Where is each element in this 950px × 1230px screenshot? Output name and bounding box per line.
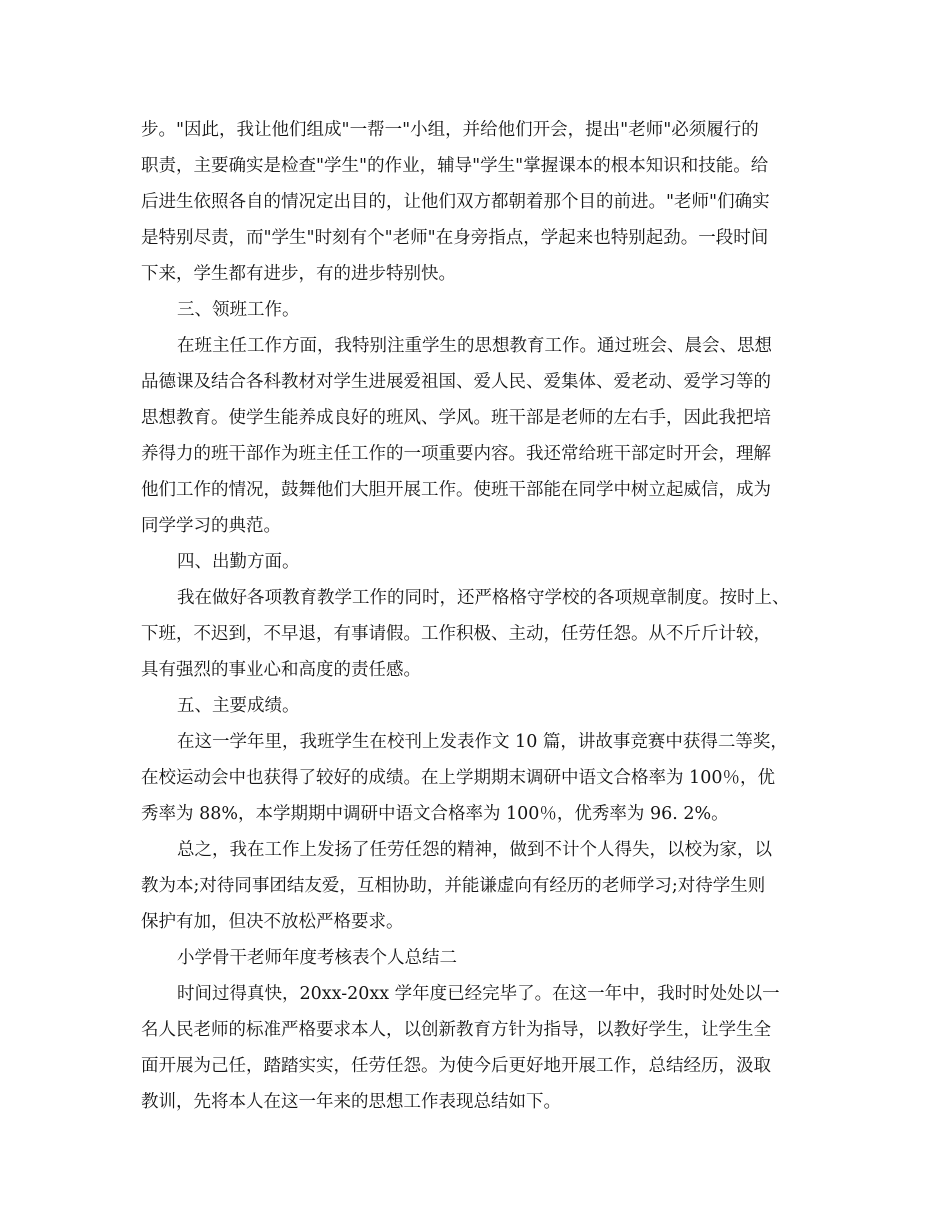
section-heading: 四、出勤方面。	[177, 552, 300, 572]
text-line: 品德课及结合各科教材对学生进展爱祖国、爱人民、爱集体、爱老动、爱学习等的	[141, 372, 771, 392]
text-line: 职责，主要确实是检查"学生"的作业，辅导"学生"掌握课本的根本知识和技能。给	[141, 156, 769, 176]
text-line: 总之，我在工作上发扬了任劳任怨的精神，做到不计个人得失，以校为家，以	[177, 840, 772, 860]
text-line: 名人民老师的标准严格要求本人，以创新教育方针为指导，以教好学生，让学生全	[141, 1020, 771, 1040]
text-line: 保护有加，但决不放松严格要求。	[141, 912, 404, 932]
text-line: 他们工作的情况，鼓舞他们大胆开展工作。使班干部能在同学中树立起威信，成为	[141, 480, 771, 500]
document-body	[141, 114, 817, 1118]
text-line: 同学学习的典范。	[141, 516, 281, 536]
text-line: 下来，学生都有进步，有的进步特别快。	[141, 264, 456, 284]
text-line: 在校运动会中也获得了较好的成绩。在上学期期末调研中语文合格率为 100％，优	[141, 768, 775, 788]
text-line: 教为本;对待同事团结友爱，互相协助，并能谦虚向有经历的老师学习;对待学生则	[141, 876, 766, 896]
text-line: 我在做好各项教育教学工作的同时，还严格格守学校的各项规章制度。按时上、	[177, 588, 790, 608]
text-line: 是特别尽责，而"学生"时刻有个"老师"在身旁指点，学起来也特别起劲。一段时间	[141, 228, 769, 248]
section-heading: 五、主要成绩。	[177, 696, 300, 716]
text-line: 在班主任工作方面，我特别注重学生的思想教育工作。通过班会、晨会、思想	[177, 336, 772, 356]
text-line: 具有强烈的事业心和高度的责任感。	[141, 660, 421, 680]
text-line: 教训，先将本人在这一年来的思想工作表现总结如下。	[141, 1092, 561, 1112]
text-line: 面开展为己任，踏踏实实，任劳任怨。为使今后更好地开展工作，总结经历，汲取	[141, 1056, 771, 1076]
text-line: 步。"因此，我让他们组成"一帮一"小组，并给他们开会，提出"老师"必须履行的	[141, 120, 759, 140]
section-title: 小学骨干老师年度考核表个人总结二	[177, 948, 457, 968]
text-line: 时间过得真快，20xx-20xx 学年度已经完毕了。在这一年中，我时时处处以一	[177, 984, 780, 1004]
section-heading: 三、领班工作。	[177, 300, 300, 320]
text-line: 后进生依照各自的情况定出目的，让他们双方都朝着那个目的前进。"老师"们确实	[141, 192, 770, 212]
text-line: 养得力的班干部作为班主任工作的一项重要内容。我还常给班干部定时开会，理解	[141, 444, 771, 464]
text-line: 在这一学年里，我班学生在校刊上发表作文 10 篇，讲故事竞赛中获得二等奖，	[177, 732, 788, 752]
text-line: 下班，不迟到，不早退，有事请假。工作积极、主动，任劳任怨。从不斤斤计较，	[141, 624, 771, 644]
text-line: 秀率为 88%，本学期期中调研中语文合格率为 100％，优秀率为 96. 2%。	[141, 804, 729, 824]
text-line: 思想教育。使学生能养成良好的班风、学风。班干部是老师的左右手，因此我把培	[141, 408, 771, 428]
